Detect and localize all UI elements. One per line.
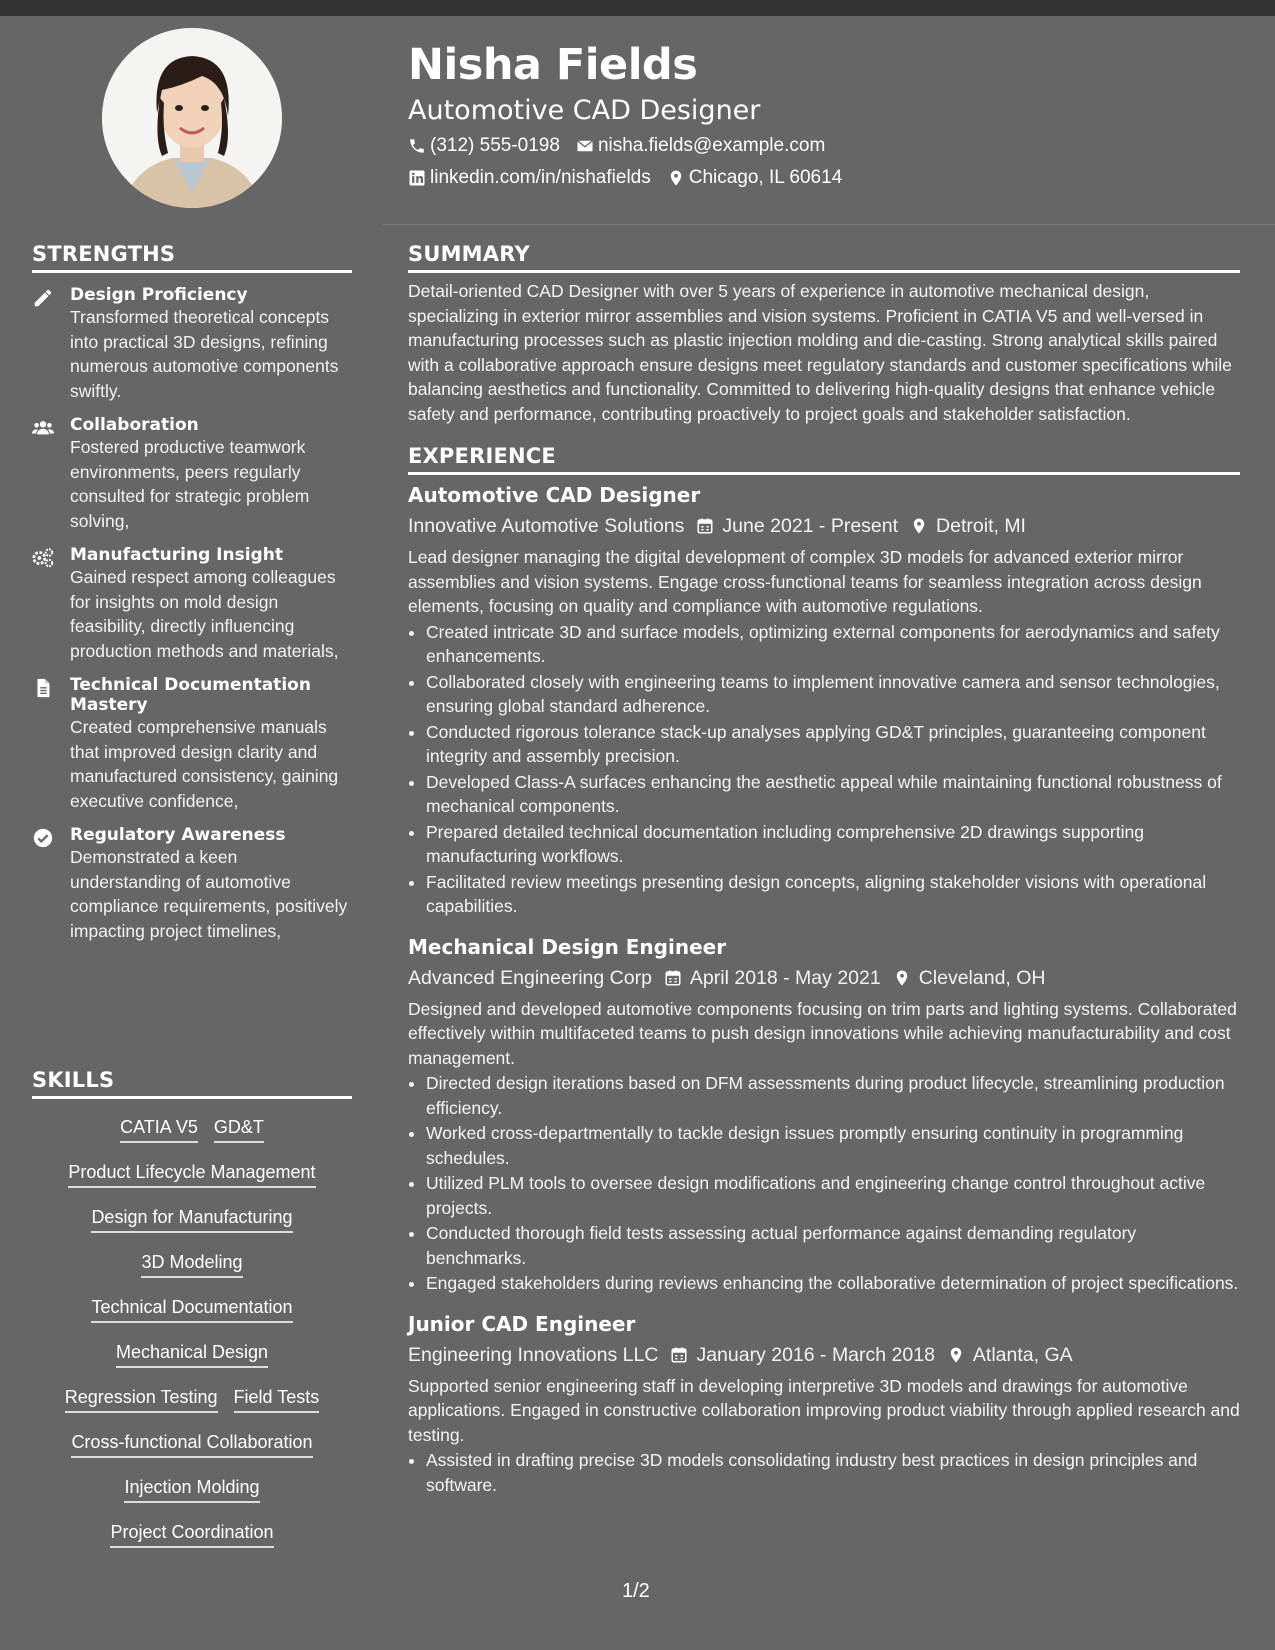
job-location <box>947 1340 1073 1370</box>
calendar-icon <box>664 969 682 987</box>
contact-row <box>408 164 1238 192</box>
job-bullets <box>408 620 1240 919</box>
skill-tag: Product Lifecycle Management <box>68 1161 315 1188</box>
skill-tag: CATIA V5 <box>120 1116 198 1143</box>
pencil-icon <box>32 287 54 309</box>
job-bullet: • Engaged stakeholders during reviews enhancing the collaborative determination of project specifications. <box>426 1271 1240 1296</box>
skill-row <box>32 1152 352 1197</box>
job-bullet: • Directed design iterations based on DFM assessments during product lifecycle, streamlining production efficiency. <box>426 1071 1240 1120</box>
skill-tag: Project Coordination <box>110 1521 273 1548</box>
strength-title: Manufacturing Insight <box>70 545 283 565</box>
job-location-text: Atlanta, GA <box>972 1343 1073 1366</box>
skill-row <box>32 1197 352 1242</box>
skill-tag: Regression Testing <box>65 1386 218 1413</box>
email-text: nisha.fields@example.com <box>597 135 826 156</box>
skill-tag: Field Tests <box>234 1386 320 1413</box>
job-meta <box>408 1340 1240 1370</box>
job-location <box>910 511 1026 541</box>
gears-icon <box>32 547 54 569</box>
skills-heading: SKILLS <box>32 1068 352 1099</box>
strength-description: Fostered productive teamwork environments, peers regularly consulted for strategic problem solving, <box>70 437 310 531</box>
job-meta <box>408 511 1240 541</box>
portrait-photo <box>102 28 282 208</box>
calendar-icon <box>670 1346 688 1364</box>
job-title: Junior CAD Engineer <box>408 1311 636 1336</box>
email-contact[interactable] <box>576 132 825 160</box>
job-bullet: • Collaborated closely with engineering teams to implement innovative camera and sensor technologies, ensuring global standard adherence. <box>426 670 1240 719</box>
job-description: Lead designer managing the digital development of complex 3D models for advanced exterior mirror assemblies and vision systems. Engage cross-functional teams for seamless integration across design elements, focusing on quality and compliance with automotive regulations. <box>408 547 1202 616</box>
job-bullet: • Utilized PLM tools to oversee design modifications and engineering change control throughout active projects. <box>426 1171 1240 1220</box>
strength-description: Demonstrated a keen understanding of automotive compliance requirements, positively impacting project timelines, <box>70 847 348 941</box>
summary-heading: SUMMARY <box>408 242 1240 273</box>
linkedin-icon <box>408 169 426 187</box>
strengths-heading: STRENGTHS <box>32 242 352 273</box>
job-company: Engineering Innovations LLC <box>408 1343 659 1366</box>
skill-tag: Technical Documentation <box>91 1296 292 1323</box>
users-icon <box>32 417 54 439</box>
strength-description: Transformed theoretical concepts into practical 3D designs, refining numerous automotive components swiftly. <box>70 307 339 401</box>
job-location <box>893 963 1046 993</box>
main-content <box>408 242 1240 1497</box>
linkedin-contact[interactable] <box>408 164 651 192</box>
job-bullets <box>408 1448 1240 1497</box>
job-meta <box>408 963 1240 993</box>
skill-tag: Injection Molding <box>124 1476 259 1503</box>
skills-list <box>32 1107 352 1557</box>
skill-row <box>32 1242 352 1287</box>
job-description: Supported senior engineering staff in developing interpretive 3D models and drawings for automotive applications. Engaged in constructive collaboration improving product viability through applied research and testing. <box>408 1375 1240 1445</box>
job-bullets <box>408 1071 1240 1296</box>
job-bullet: • Conducted rigorous tolerance stack-up analyses applying GD&T principles, guaranteeing component integrity and assembly precision. <box>426 720 1240 769</box>
resume-header <box>408 40 1238 192</box>
strength-item <box>32 675 352 813</box>
job-dates-text: January 2016 - March 2018 <box>696 1343 935 1366</box>
job-dates <box>670 1340 934 1370</box>
candidate-role: Automotive CAD Designer <box>408 95 761 126</box>
job-entry <box>408 1310 1240 1498</box>
skill-row <box>32 1512 352 1557</box>
phone-contact <box>408 132 560 160</box>
summary-text: Detail-oriented CAD Designer with over 5 years of experience in automotive mechanical design, specializing in exterior mirror assemblies and vision systems. Proficient in CATIA V5 and well-versed in manufacturing processes such as plastic injection molding and die-casting. Strong analytical skills paired with a collaborative approach ensure designs meet regulatory standards and customer specifications while balancing aesthetics and functionality. Committed to delivering high-quality designs that enhance vehicle safety and performance, contributing proactively to project goals and stakeholder satisfaction. <box>408 281 1232 424</box>
document-icon <box>32 677 54 699</box>
job-bullet: • Worked cross-departmentally to tackle design issues promptly ensuring continuity in programming schedules. <box>426 1121 1240 1170</box>
job-dates-text: June 2021 - Present <box>722 515 899 537</box>
strength-item <box>32 285 352 403</box>
skill-tag: GD&T <box>214 1116 264 1143</box>
strength-title: Technical Documentation Mastery <box>70 675 311 715</box>
window-top-bar <box>0 0 1275 16</box>
job-bullet: • Prepared detailed technical documentation including comprehensive 2D drawings supporting manufacturing workflows. <box>426 820 1240 869</box>
job-company: Innovative Automotive Solutions <box>408 515 685 537</box>
strength-title: Regulatory Awareness <box>70 825 286 845</box>
map-pin-icon <box>947 1346 965 1364</box>
strength-description: Created comprehensive manuals that improved design clarity and manufactured consistency, gaining executive confidence, <box>70 717 339 811</box>
skill-tag: Design for Manufacturing <box>91 1206 292 1233</box>
skill-row <box>32 1377 352 1422</box>
skill-tag: 3D Modeling <box>141 1251 242 1278</box>
skill-tag: Cross-functional Collaboration <box>71 1431 312 1458</box>
location-contact <box>667 164 843 192</box>
linkedin-text: linkedin.com/in/nishafields <box>430 167 651 188</box>
header-divider <box>382 224 1275 225</box>
check-circle-icon <box>32 827 54 849</box>
envelope-icon <box>576 137 594 155</box>
page-number: 1/2 <box>622 1580 650 1602</box>
calendar-icon <box>696 517 714 535</box>
skill-row <box>32 1467 352 1512</box>
job-location-text: Detroit, MI <box>936 515 1026 537</box>
job-dates <box>664 963 881 993</box>
skill-row <box>32 1422 352 1467</box>
skill-row <box>32 1287 352 1332</box>
strengths-section <box>32 242 352 943</box>
map-pin-icon <box>893 969 911 987</box>
job-company: Advanced Engineering Corp <box>408 966 652 989</box>
job-entry <box>408 933 1240 1296</box>
location-text: Chicago, IL 60614 <box>688 167 843 188</box>
experience-heading: EXPERIENCE <box>408 444 1240 475</box>
job-bullet: • Created intricate 3D and surface models, optimizing external components for aerodynamics and safety enhancements. <box>426 620 1240 669</box>
strength-title: Collaboration <box>70 415 199 435</box>
avatar <box>102 28 282 208</box>
phone-text: (312) 555-0198 <box>430 135 560 156</box>
skill-row <box>32 1107 352 1152</box>
job-bullet: • Assisted in drafting precise 3D models consolidating industry best practices in design principles and software. <box>426 1448 1240 1497</box>
strength-item <box>32 545 352 663</box>
job-bullet: • Developed Class-A surfaces enhancing the aesthetic appeal while maintaining functional robustness of mechanical components. <box>426 770 1240 819</box>
job-entry <box>408 481 1240 919</box>
job-bullet: • Facilitated review meetings presenting design concepts, aligning stakeholder visions with operational capabilities. <box>426 870 1240 919</box>
job-dates <box>696 511 898 541</box>
job-bullet: • Conducted thorough field tests assessing actual performance against demanding regulatory benchmarks. <box>426 1221 1240 1270</box>
map-pin-icon <box>667 169 685 187</box>
job-dates-text: April 2018 - May 2021 <box>689 966 881 989</box>
candidate-name: Nisha Fields <box>408 40 698 90</box>
map-pin-icon <box>910 517 928 535</box>
phone-icon <box>408 137 426 155</box>
job-location-text: Cleveland, OH <box>918 966 1046 989</box>
strength-title: Design Proficiency <box>70 285 248 305</box>
strength-description: Gained respect among colleagues for insights on mold design feasibility, directly influencing production methods and materials, <box>70 567 339 661</box>
skills-section <box>32 1068 352 1557</box>
skill-row <box>32 1332 352 1377</box>
strength-item <box>32 415 352 533</box>
resume-page <box>0 16 1275 1650</box>
skill-tag: Mechanical Design <box>116 1341 268 1368</box>
contact-row <box>408 132 1238 160</box>
strength-item <box>32 825 352 943</box>
job-description: Designed and developed automotive components focusing on trim parts and lighting systems. Collaborated effectively within multifaceted teams to push design innovations while achieving manufacturability and cost management. <box>408 998 1237 1068</box>
job-title: Automotive CAD Designer <box>408 483 701 507</box>
job-title: Mechanical Design Engineer <box>408 934 727 959</box>
